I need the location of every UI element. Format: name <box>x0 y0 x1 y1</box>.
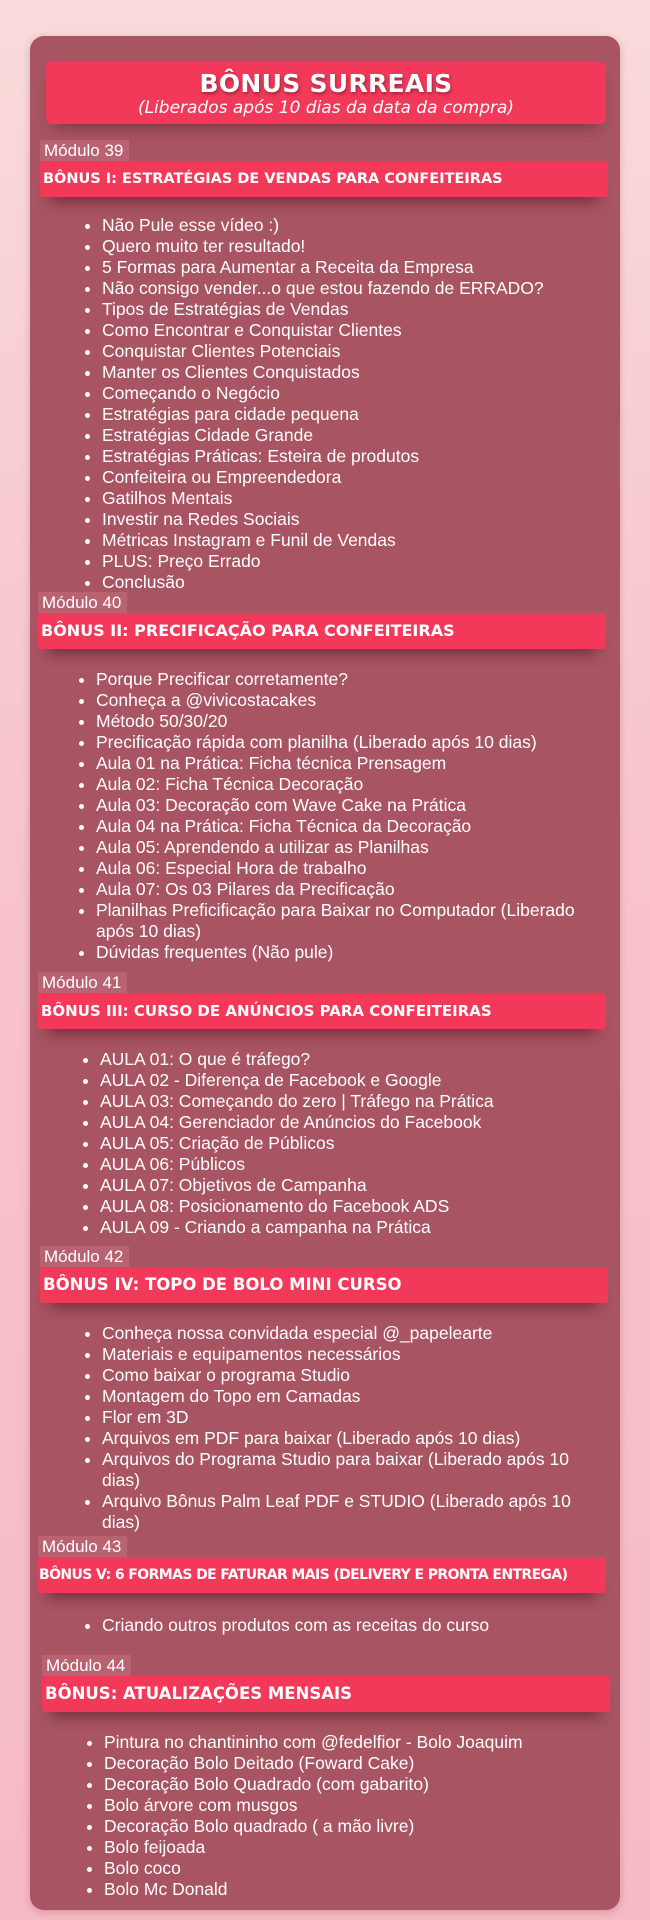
lesson-item[interactable]: • Gatilhos Mentais <box>102 488 608 509</box>
lesson-item[interactable]: • 5 Formas para Aumentar a Receita da Empresa <box>102 257 608 278</box>
lesson-item[interactable]: • Planilhas Preficificação para Baixar no Computador (Liberado após 10 dias) <box>96 900 606 942</box>
lesson-item[interactable]: • Conheça a @vivicostacakes <box>96 690 606 711</box>
lesson-item[interactable]: • Como Encontrar e Conquistar Clientes <box>102 320 608 341</box>
bonus-header <box>46 62 606 124</box>
lesson-item[interactable]: • AULA 08: Posicionamento do Facebook ADS <box>100 1196 606 1217</box>
lesson-item[interactable]: • Manter os Clientes Conquistados <box>102 362 608 383</box>
lesson-item[interactable]: • Bolo Mc Donald <box>104 1879 610 1900</box>
lesson-item[interactable]: • AULA 07: Objetivos de Campanha <box>100 1175 606 1196</box>
lesson-item[interactable]: • Arquivo Bônus Palm Leaf PDF e STUDIO (Liberado após 10 dias) <box>102 1491 608 1533</box>
module-label: Módulo 43 <box>38 1536 127 1557</box>
module-44 <box>42 1655 610 1900</box>
bonus-panel <box>30 36 620 1910</box>
lesson-item[interactable]: • PLUS: Preço Errado <box>102 551 608 572</box>
module-label: Módulo 41 <box>38 972 127 993</box>
lesson-item[interactable]: • Aula 05: Aprendendo a utilizar as Planilhas <box>96 837 606 858</box>
lesson-item[interactable]: • Confeiteira ou Empreendedora <box>102 467 608 488</box>
module-label: Módulo 40 <box>38 592 127 613</box>
lesson-item[interactable]: • Pintura no chantininho com @fedelfior - Bolo Joaquim <box>104 1732 610 1753</box>
module-label: Módulo 39 <box>40 140 129 161</box>
lesson-list <box>38 669 606 963</box>
module-label: Módulo 44 <box>42 1655 131 1676</box>
lesson-item[interactable]: • Decoração Bolo Deitado (Foward Cake) <box>104 1753 610 1774</box>
lesson-item[interactable]: • AULA 06: Públicos <box>100 1154 606 1175</box>
module-label: Módulo 42 <box>40 1246 129 1267</box>
lesson-item[interactable]: • AULA 03: Começando do zero | Tráfego na Prática <box>100 1091 606 1112</box>
module-title-bar: BÔNUS I: ESTRATÉGIAS DE VENDAS PARA CONFEITEIRAS <box>40 161 608 197</box>
module-42 <box>40 1246 608 1533</box>
lesson-item[interactable]: • Como baixar o programa Studio <box>102 1365 608 1386</box>
lesson-item[interactable]: • Decoração Bolo quadrado ( a mão livre) <box>104 1816 610 1837</box>
lesson-item[interactable]: • Criando outros produtos com as receitas do curso <box>102 1615 606 1636</box>
lesson-item[interactable]: • Montagem do Topo em Camadas <box>102 1386 608 1407</box>
lesson-item[interactable]: • Dúvidas frequentes (Não pule) <box>96 942 606 963</box>
lesson-item[interactable]: • Flor em 3D <box>102 1407 608 1428</box>
lesson-list <box>38 1049 606 1238</box>
lesson-item[interactable]: • Estratégias Práticas: Esteira de produtos <box>102 446 608 467</box>
lesson-item[interactable]: • Conquistar Clientes Potenciais <box>102 341 608 362</box>
module-title-bar: BÔNUS: ATUALIZAÇÕES MENSAIS <box>42 1676 610 1712</box>
lesson-item[interactable]: • Materiais e equipamentos necessários <box>102 1344 608 1365</box>
lesson-item[interactable]: • Aula 02: Ficha Técnica Decoração <box>96 774 606 795</box>
lesson-item[interactable]: • AULA 02 - Diferença de Facebook e Google <box>100 1070 606 1091</box>
lesson-item[interactable]: • AULA 09 - Criando a campanha na Prática <box>100 1217 606 1238</box>
module-title-bar: BÔNUS III: CURSO DE ANÚNCIOS PARA CONFEITEIRAS <box>38 993 606 1029</box>
lesson-item[interactable]: • Tipos de Estratégias de Vendas <box>102 299 608 320</box>
module-title-bar: BÔNUS II: PRECIFICAÇÃO PARA CONFEITEIRAS <box>38 613 606 649</box>
lesson-item[interactable]: • Estratégias para cidade pequena <box>102 404 608 425</box>
lesson-item[interactable]: • Decoração Bolo Quadrado (com gabarito) <box>104 1774 610 1795</box>
lesson-item[interactable]: • Quero muito ter resultado! <box>102 236 608 257</box>
lesson-item[interactable]: • Conheça nossa convidada especial @_papelearte <box>102 1323 608 1344</box>
lesson-item[interactable]: • Bolo árvore com musgos <box>104 1795 610 1816</box>
lesson-item[interactable]: • Aula 07: Os 03 Pilares da Precificação <box>96 879 606 900</box>
lesson-item[interactable]: • Arquivos em PDF para baixar (Liberado após 10 dias) <box>102 1428 608 1449</box>
lesson-list <box>38 1615 606 1636</box>
lesson-item[interactable]: • Aula 04 na Prática: Ficha Técnica da Decoração <box>96 816 606 837</box>
lesson-item[interactable]: • Aula 01 na Prática: Ficha técnica Prensagem <box>96 753 606 774</box>
module-41 <box>38 972 606 1238</box>
lesson-item[interactable]: • Precificação rápida com planilha (Liberado após 10 dias) <box>96 732 606 753</box>
lesson-item[interactable]: • Começando o Negócio <box>102 383 608 404</box>
module-39 <box>40 140 608 593</box>
module-43 <box>38 1536 606 1636</box>
lesson-item[interactable]: • Aula 03: Decoração com Wave Cake na Prática <box>96 795 606 816</box>
lesson-item[interactable]: • Investir na Redes Sociais <box>102 509 608 530</box>
module-title-bar: BÔNUS IV: TOPO DE BOLO MINI CURSO <box>40 1267 608 1303</box>
lesson-item[interactable]: • Método 50/30/20 <box>96 711 606 732</box>
lesson-item[interactable]: • Estratégias Cidade Grande <box>102 425 608 446</box>
module-40 <box>38 592 606 963</box>
bonus-subtitle: (Liberados após 10 dias da data da compra) <box>137 98 515 118</box>
lesson-item[interactable]: • AULA 05: Criação de Públicos <box>100 1133 606 1154</box>
bonus-title: BÔNUS SURREAIS <box>199 69 453 98</box>
lesson-item[interactable]: • Métricas Instagram e Funil de Vendas <box>102 530 608 551</box>
lesson-item[interactable]: • Bolo feijoada <box>104 1837 610 1858</box>
lesson-item[interactable]: • Bolo coco <box>104 1858 610 1879</box>
lesson-list <box>40 215 608 593</box>
module-title-bar: BÔNUS V: 6 FORMAS DE FATURAR MAIS (DELIVERY E PRONTA ENTREGA) <box>38 1557 606 1593</box>
lesson-item[interactable]: • Porque Precificar corretamente? <box>96 669 606 690</box>
lesson-list <box>42 1732 610 1900</box>
lesson-item[interactable]: • Arquivos do Programa Studio para baixar (Liberado após 10 dias) <box>102 1449 608 1491</box>
lesson-item[interactable]: • Não consigo vender...o que estou fazendo de ERRADO? <box>102 278 608 299</box>
lesson-item[interactable]: • Não Pule esse vídeo :) <box>102 215 608 236</box>
lesson-item[interactable]: • Conclusão <box>102 572 608 593</box>
lesson-list <box>40 1323 608 1533</box>
lesson-item[interactable]: • Aula 06: Especial Hora de trabalho <box>96 858 606 879</box>
lesson-item[interactable]: • AULA 01: O que é tráfego? <box>100 1049 606 1070</box>
lesson-item[interactable]: • AULA 04: Gerenciador de Anúncios do Facebook <box>100 1112 606 1133</box>
